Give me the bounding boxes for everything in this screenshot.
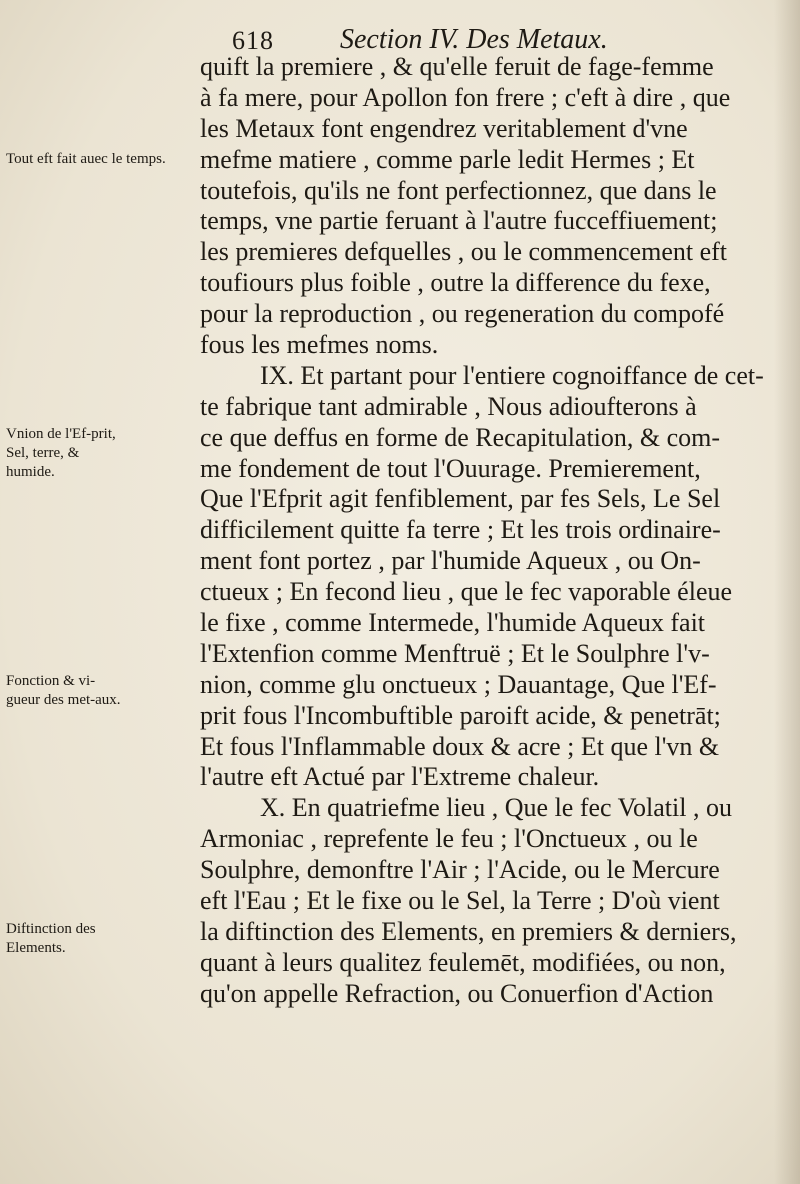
page-number: 618 [232, 26, 274, 55]
text-line: quant à leurs qualitez feulemēt, modifiées, ou non, [200, 947, 726, 977]
text-line: les premieres defquelles , ou le commencement eft [200, 237, 728, 267]
text-line: ce que deffus en forme de Recapitulation, & com- [200, 422, 721, 452]
text-line: Soulphre, demonftre l'Air ; l'Acide, ou le Mercure [200, 855, 720, 885]
text-line: quift la premiere , & qu'elle feruit de fage-femme [200, 52, 714, 81]
text-line: te fabrique tant admirable , Nous adioufterons à [200, 391, 697, 421]
body-text [200, 52, 775, 1010]
text-line: nion, comme glu onctueux ; Dauantage, Que l'Ef- [200, 669, 717, 699]
text-line: pour la reproduction , ou regeneration du compofé [200, 299, 725, 329]
margin-note: Diftinction des Elements. [6, 921, 96, 956]
text-line: les Metaux font engendrez veritablement d'vne [200, 113, 688, 143]
text-line: eft l'Eau ; Et le fixe ou le Sel, la Terre ; D'où vient [200, 886, 720, 916]
text-line: toufiours plus foible , outre la difference du fexe, [200, 268, 711, 298]
text-line: l'Extenfion comme Menftruë ; Et le Soulphre l'v- [200, 638, 710, 668]
text-line: ment font portez , par l'humide Aqueux , ou On- [200, 546, 701, 576]
text-line: Et fous l'Inflammable doux & acre ; Et que l'vn & [200, 731, 720, 761]
margin-note: Tout eft fait auec le temps. [6, 151, 166, 167]
text-line: me fondement de tout l'Ouurage. Premierement, [200, 453, 701, 483]
text-line: l'autre eft Actué par l'Extreme chaleur. [200, 762, 600, 792]
text-line: fous les mefmes noms. [200, 330, 439, 360]
text-line: Armoniac , reprefente le feu ; l'Onctueux , ou le [200, 824, 698, 854]
paragraph-start-line: X. En quatriefme lieu , Que le fec Volatil , ou [260, 793, 732, 823]
margin-note: Vnion de l'Ef-prit, Sel, terre, & humide. [6, 426, 116, 480]
text-line: le fixe , comme Intermede, l'humide Aqueux fait [200, 608, 706, 638]
text-line: temps, vne partie feruant à l'autre fucceffiuement; [200, 206, 718, 236]
text-line: qu'on appelle Refraction, ou Conuerfion d'Action [200, 978, 714, 1008]
text-line: prit fous l'Incombuftible paroift acide, & penetrāt; [200, 700, 721, 730]
margin-note: Fonction & vi-gueur des met-aux. [6, 673, 121, 708]
text-line: Que l'Efprit agit fenfiblement, par fes Sels, Le Sel [200, 484, 721, 514]
text-line: la diftinction des Elements, en premiers & derniers, [200, 916, 737, 946]
page-fold-shadow [774, 0, 800, 1184]
running-title: Section IV. Des Metaux. [340, 24, 608, 55]
text-line: toutefois, qu'ils ne font perfectionnez, que dans le [200, 175, 717, 205]
text-line: mefme matiere , comme parle ledit Hermes ; Et [200, 144, 695, 174]
text-line: difficilement quitte fa terre ; Et les trois ordinaire- [200, 515, 721, 545]
text-line: ctueux ; En fecond lieu , que le fec vaporable éleue [200, 577, 733, 607]
text-line: à fa mere, pour Apollon fon frere ; c'eft à dire , que [200, 82, 731, 112]
paragraph-start-line: IX. Et partant pour l'entiere cognoiffance de cet- [260, 360, 764, 390]
